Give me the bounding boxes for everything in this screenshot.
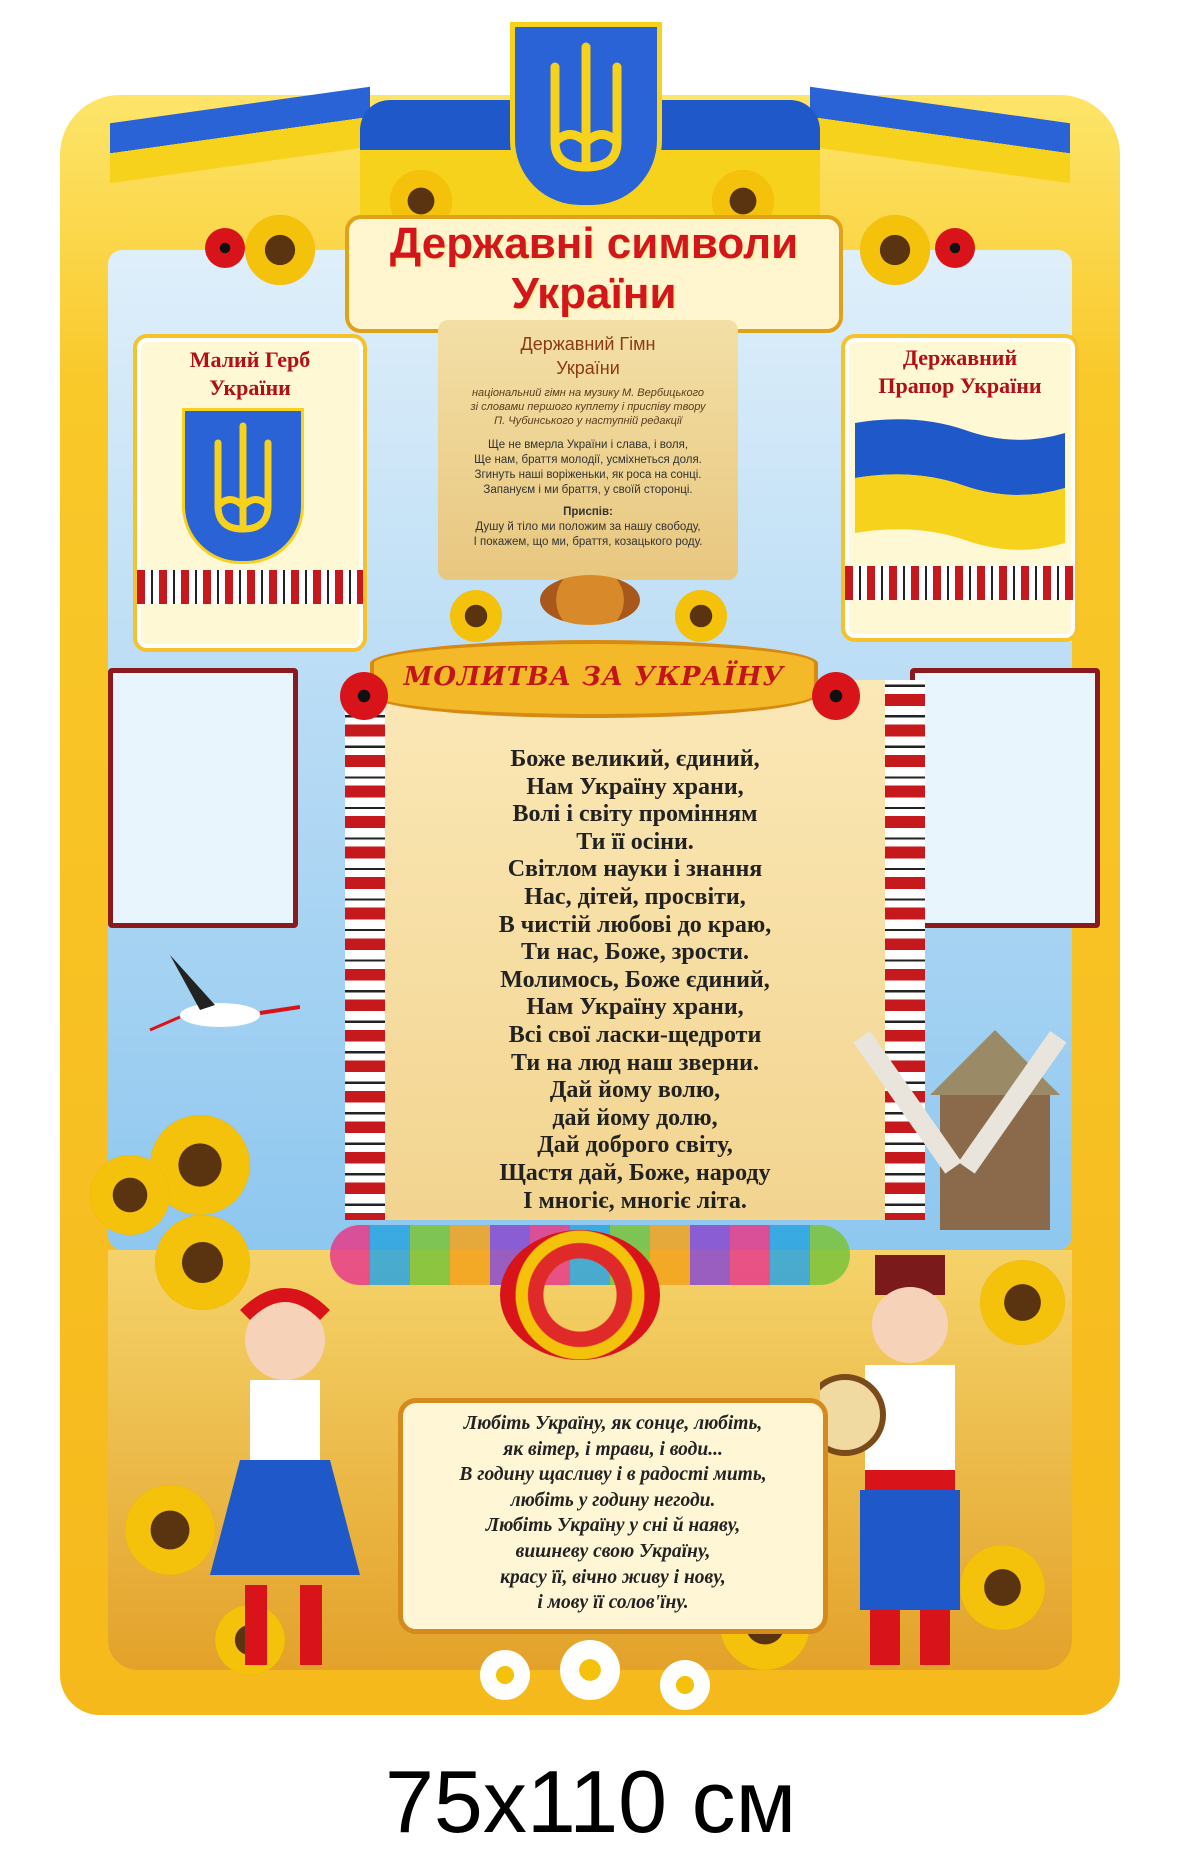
empty-frame-right bbox=[910, 668, 1100, 928]
prayer-banner bbox=[370, 640, 818, 718]
flag-panel-title-line-2: Прапор України bbox=[878, 373, 1042, 398]
trident-icon bbox=[515, 27, 657, 197]
coat-panel-title-line-1: Малий Герб bbox=[189, 347, 311, 372]
poem-line: і мову її солов'їну. bbox=[537, 1592, 689, 1614]
prayer-line: І многіє, многіє літа. bbox=[523, 1187, 747, 1214]
sunflower-icon bbox=[675, 590, 727, 642]
embroidery-pattern bbox=[137, 570, 363, 604]
poppy-icon bbox=[812, 672, 860, 720]
prayer-line: дай йому долю, bbox=[552, 1104, 718, 1131]
poppy-icon bbox=[935, 228, 975, 268]
anthem-verse-line: Ще не вмерла України і слава, і воля, bbox=[487, 439, 689, 451]
poppy-icon bbox=[205, 228, 245, 268]
prayer-line: Нам Україну храни, bbox=[526, 773, 744, 800]
poem-line: Любіть Україну, як сонце, любіть, bbox=[463, 1413, 763, 1434]
prayer-line: Всі свої ласки-щедроти bbox=[508, 1021, 762, 1048]
prayer-line: Боже великий, єдиний, bbox=[510, 746, 760, 772]
coat-of-arms-panel bbox=[133, 334, 367, 652]
poem-line: красу її, вічно живу і нову, bbox=[500, 1566, 726, 1588]
anthem-chorus-line: Душу й тіло ми положим за нашу свободу, bbox=[475, 521, 701, 533]
anthem-title-line-1: Державний Гімн bbox=[520, 334, 656, 354]
flag-panel bbox=[841, 334, 1079, 642]
sunflower-icon bbox=[860, 215, 930, 285]
anthem-title-line-2: України bbox=[556, 358, 620, 378]
flag-panel-title-line-1: Державний bbox=[902, 345, 1018, 370]
top-trident-emblem bbox=[510, 22, 662, 210]
anthem-note-line: П. Чубинського у наступній редакції bbox=[494, 415, 682, 427]
boy-in-costume-icon bbox=[820, 1255, 1000, 1675]
anthem-scroll bbox=[438, 320, 738, 580]
poem-line: Любіть Україну у сні й наяву, bbox=[485, 1515, 741, 1537]
daisy-icon bbox=[560, 1640, 620, 1700]
poem-plaque bbox=[398, 1398, 828, 1634]
poem-line: В годину щасливу і в радості мить, bbox=[459, 1464, 767, 1486]
ukrainian-flag-icon bbox=[855, 418, 1065, 558]
korovai-bread-icon bbox=[540, 575, 640, 625]
empty-frame-left bbox=[108, 668, 298, 928]
poem-line: як вітер, і трави, і води... bbox=[503, 1438, 723, 1460]
prayer-line: Ти нас, Боже, зрости. bbox=[521, 939, 749, 966]
title-line-2: України bbox=[511, 269, 677, 318]
prayer-line: Молимось, Боже єдиний, bbox=[500, 966, 770, 993]
daisy-icon bbox=[480, 1650, 530, 1700]
trident-icon bbox=[185, 411, 301, 557]
prayer-title: МОЛИТВА ЗА УКРАЇНУ bbox=[403, 662, 785, 692]
title-line-1: Державні символи bbox=[389, 219, 799, 268]
prayer-line: Ти її осіни. bbox=[576, 828, 694, 855]
prayer-line: Дай йому волю, bbox=[549, 1077, 721, 1104]
windmill-icon bbox=[840, 970, 1080, 1230]
prayer-line: Світлом науки і знання bbox=[507, 856, 763, 883]
prayer-line: Ти на люд наш зверни. bbox=[511, 1049, 759, 1076]
prayer-scroll bbox=[345, 680, 925, 1220]
prayer-line: Дай доброго світу, bbox=[537, 1132, 733, 1159]
coat-panel-title-line-2: України bbox=[209, 375, 291, 400]
flower-wreath-icon bbox=[500, 1230, 660, 1360]
prayer-line: Волі і світу промінням bbox=[512, 801, 758, 828]
poem-line: любіть у годину негоди. bbox=[510, 1489, 716, 1511]
prayer-line: В чистій любові до краю, bbox=[498, 911, 772, 938]
prayer-line: Нам Україну храни, bbox=[526, 994, 744, 1021]
girl-in-costume-icon bbox=[190, 1285, 390, 1675]
prayer-line: Нас, дітей, просвіти, bbox=[524, 883, 746, 910]
anthem-verse-line: Ще нам, браття молодії, усміхнеться доля. bbox=[474, 454, 702, 466]
sunflower-icon bbox=[90, 1155, 170, 1235]
poem-line: вишневу свою Україну, bbox=[515, 1540, 711, 1562]
page-title bbox=[345, 215, 843, 333]
anthem-verse-line: Запануєм і ми браття, у своїй сторонці. bbox=[483, 484, 693, 496]
sunflower-icon bbox=[245, 215, 315, 285]
anthem-chorus-line: І покажем, що ми, браття, козацького роду. bbox=[473, 536, 703, 548]
anthem-note-line: національний гімн на музику М. Вербицького bbox=[471, 387, 704, 399]
embroidery-pattern bbox=[845, 566, 1075, 600]
anthem-note-line: зі словами першого куплету і приспіву твору bbox=[470, 401, 706, 413]
trident-coat-of-arms-icon bbox=[182, 408, 304, 564]
stork-icon bbox=[140, 945, 300, 1045]
anthem-chorus-label: Приспів: bbox=[563, 506, 613, 518]
daisy-icon bbox=[660, 1660, 710, 1710]
sunflower-icon bbox=[450, 590, 502, 642]
anthem-verse-line: Згинуть наші воріженьки, як роса на сонці. bbox=[474, 469, 702, 481]
poppy-icon bbox=[340, 672, 388, 720]
prayer-line: Щастя дай, Боже, народу bbox=[499, 1159, 771, 1186]
size-label: 75x110 см bbox=[384, 1752, 797, 1851]
